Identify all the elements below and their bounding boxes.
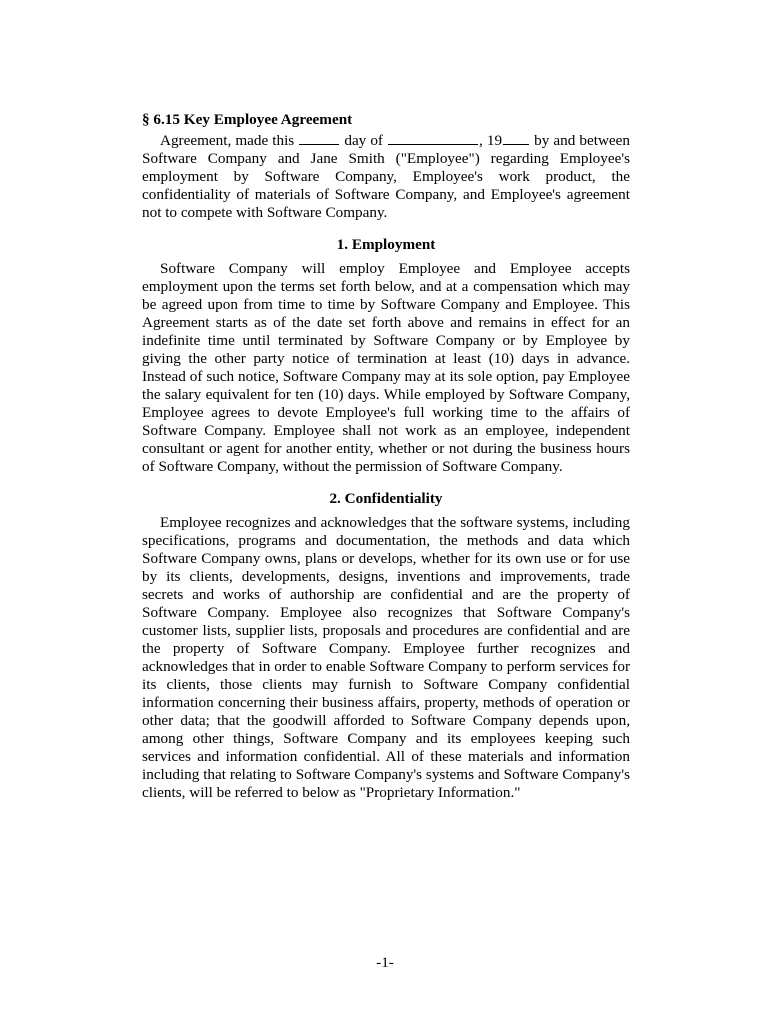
section-body-employment: Software Company will employ Employee and Employee accepts employment upon the terms set forth below, and at a compensation which may be agreed upon from time to time by Software Company and Employee. This Agreement starts as of the date set forth above and remains in effect for an indefinite time until terminated by Software Company or by Employee by giving the other party notice of termination at least (10) days in advance. Instead of such notice, Software Company may at its sole option, pay Employee the salary equivalent for ten (10) days. While employed by Software Company, Employee agrees to devote Employee's full working time to the affairs of Software Company. Employee shall not work as an employee, independent consultant or agent for another entity, whether or not during the business hours of Software Company, without the permission of Software Company. xyxy=(142,260,630,475)
intro-text-4: by and between Software Company and Jane Smith ("Employee") regarding Employee's employment by Software Company, Employee's work product, the confidentiality of materials of Software Company, and Employee's agreement not to compete with Software Company. xyxy=(142,132,630,221)
month-blank xyxy=(388,131,478,145)
document-page xyxy=(142,110,630,802)
section-body-confidentiality: Employee recognizes and acknowledges that the software systems, including specifications, programs and documentation, the methods and data which Software Company owns, plans or develops, whether for its own use or for use by its clients, developments, designs, inventions and improvements, trade secrets and works of authorship are confidential and are the property of Software Company. Employee also recognizes that Software Company's customer lists, supplier lists, proposals and procedures are confidential and are the property of Software Company. Employee further recognizes and acknowledges that in order to enable Software Company to perform services for its clients, those clients may furnish to Software Company confidential information concerning their business affairs, property, methods of operation or other data; that the goodwill afforded to Software Company depends upon, among other things, Software Company and its employees keeping such services and information confidential. All of these materials and information including that relating to Software Company's systems and Software Company's clients, will be referred to below as "Proprietary Information." xyxy=(142,514,630,801)
document-title: § 6.15 Key Employee Agreement xyxy=(142,111,353,128)
intro-text-2: day of xyxy=(344,132,383,149)
section-heading-confidentiality: 2. Confidentiality xyxy=(329,490,443,507)
day-blank xyxy=(299,131,339,145)
year-blank xyxy=(503,131,529,145)
intro-text-1: Agreement, made this xyxy=(160,132,295,149)
page-number: -1- xyxy=(376,954,394,971)
intro-paragraph xyxy=(142,131,630,222)
intro-text-3: , 19 xyxy=(479,132,503,149)
section-heading-employment: 1. Employment xyxy=(336,236,436,253)
